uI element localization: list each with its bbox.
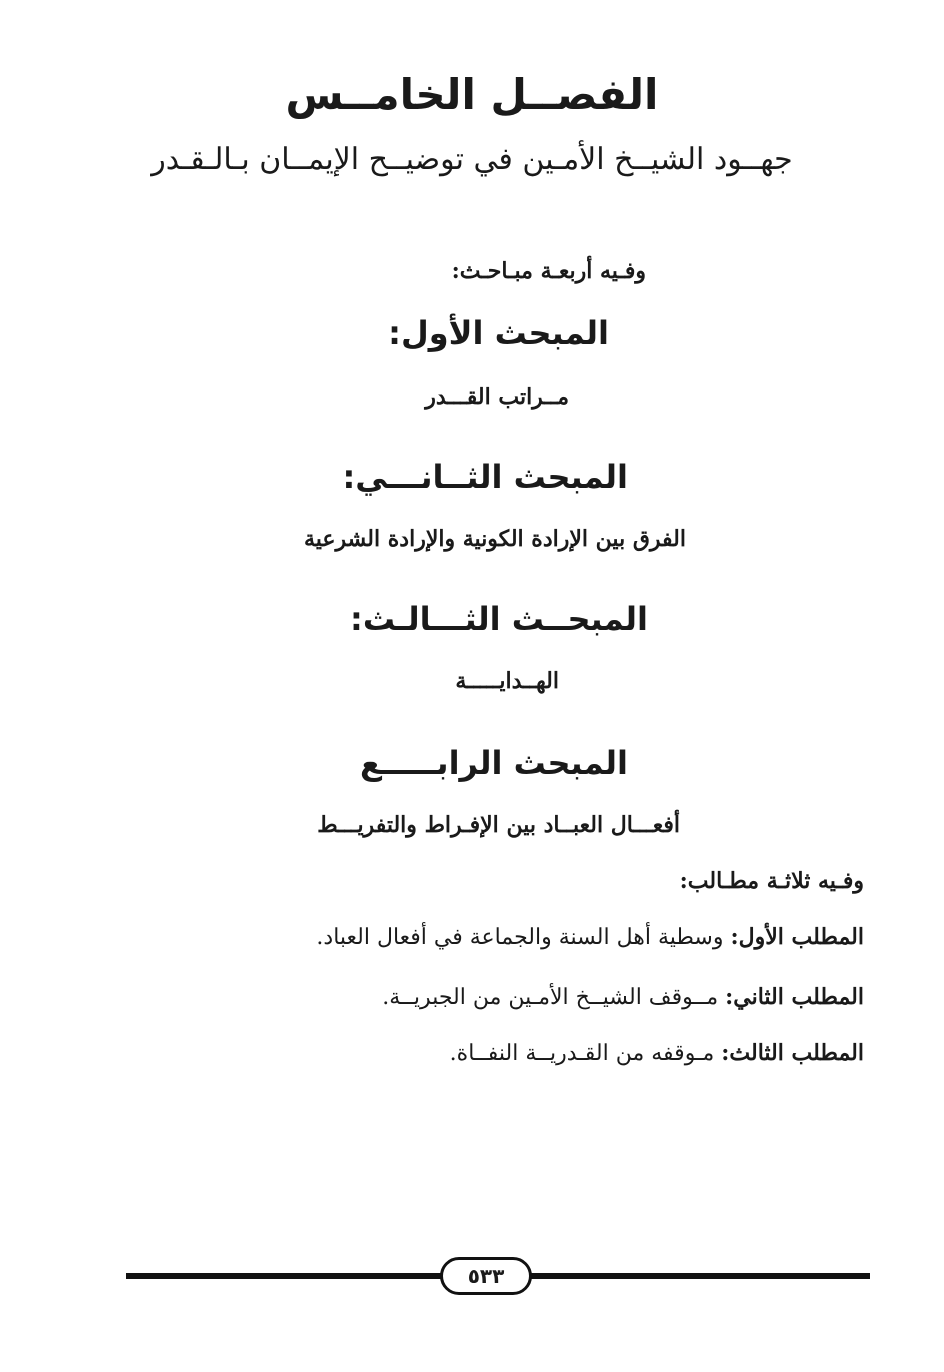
demand-1-label: المطلب الأول:: [730, 924, 864, 950]
demand-1: [316, 924, 864, 950]
demand-2: [382, 984, 864, 1010]
section-4-heading: المبحث الرابـــــع: [360, 744, 628, 782]
demand-3-label: المطلب الثالث:: [721, 1040, 864, 1066]
section-1-heading: المبحث الأول:: [388, 314, 609, 352]
chapter-subtitle: جهــود الشيــخ الأمـين في توضيــح الإيمــان بـالـقـدر: [151, 142, 793, 177]
section-1-description: مــراتب القـــدر: [425, 384, 569, 410]
section-3-heading: المبحــث الثـــالـث:: [350, 600, 648, 638]
demand-3-text: مـوقفه من القـدريــة النفــاة.: [449, 1041, 722, 1066]
demand-3: [450, 1040, 864, 1066]
page-number-badge: [440, 1257, 532, 1295]
footer-rule-left: [126, 1273, 444, 1279]
demand-2-text: مــوقف الشيــخ الأمـين من الجبريــة.: [382, 985, 726, 1010]
footer-rule-right: [528, 1273, 870, 1279]
section-4-description: أفعـــال العبــاد بين الإفـراط والتفريـــط: [317, 812, 680, 838]
page-number: ٥٣٣: [467, 1264, 505, 1288]
demand-2-label: المطلب الثاني:: [725, 984, 864, 1010]
section-3-description: الهــدايـــــة: [455, 668, 559, 694]
demand-1-text: وسطية أهل السنة والجماعة في أفعال العباد.: [316, 925, 731, 950]
sections-intro: وفـيه أربعـة مبـاحـث:: [451, 258, 646, 284]
section-2-description: الفرق بين الإرادة الكونية والإرادة الشرعية: [303, 526, 686, 552]
chapter-title: الفصــل الخامــس: [285, 70, 659, 119]
demands-intro: وفـيه ثلاثـة مطـالب:: [679, 868, 864, 894]
section-2-heading: المبحث الثــانـــي:: [342, 458, 628, 496]
